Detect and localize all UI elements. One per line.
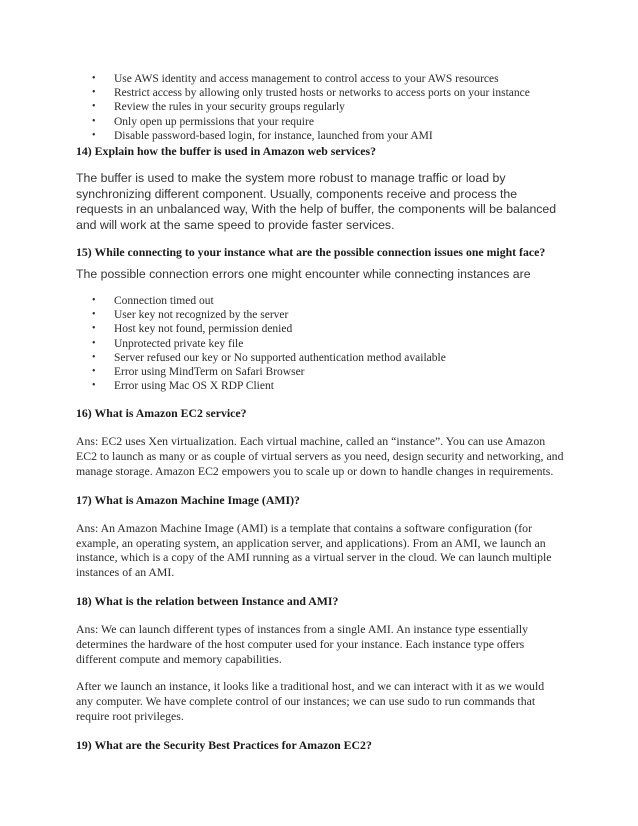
- question-18-heading: 18) What is the relation between Instance and AMI?: [76, 593, 339, 608]
- list-item: • Restrict access by allowing only trusted hosts or networks to access ports on your instance: [76, 86, 564, 100]
- question-15-intro: The possible connection errors one might encounter while connecting instances are: [76, 267, 531, 282]
- question-16-heading: 16) What is Amazon EC2 service?: [76, 406, 247, 421]
- connection-errors-list: [76, 294, 564, 393]
- list-item: • Only open up permissions that your require: [76, 115, 564, 129]
- list-item: • User key not recognized by the server: [76, 308, 564, 322]
- question-14-answer: The buffer is used to make the system more robust to manage traffic or load by synchronizing different component. Usually, components receive and process the requests in an unbalanced way, With the help of buffer, the components will be balanced and will work at the same speed to provide faster services.: [76, 171, 557, 232]
- question-17-heading: 17) What is Amazon Machine Image (AMI)?: [76, 492, 300, 507]
- list-item: • Use AWS identity and access management to control access to your AWS resources: [76, 72, 564, 86]
- question-18-answer-2: After we launch an instance, it looks like a traditional host, and we can interact with it as we would any computer. We have complete control of our instances; we can use sudo to run commands that require root privileges.: [76, 679, 545, 723]
- question-15-heading: 15) While connecting to your instance what are the possible connection issues one might face?: [76, 245, 546, 260]
- list-item: • Server refused our key or No supported authentication method available: [76, 351, 564, 365]
- question-18-answer-1: Ans: We can launch different types of instances from a single AMI. An instance type essentially determines the hardware of the host computer used for your instance. Each instance type offers different compute and memory capabilities.: [76, 621, 529, 666]
- list-item: • Error using Mac OS X RDP Client: [76, 379, 564, 393]
- document-page: [76, 72, 564, 753]
- list-item: • Review the rules in your security groups regularly: [76, 100, 564, 114]
- question-17-answer: Ans: An Amazon Machine Image (AMI) is a template that contains a software configuration (for example, an operating system, an application server, and applications). From an AMI, we launch an instance, which is a copy of the AMI running as a virtual server in the cloud. We can launch multiple instances of an AMI.: [76, 520, 552, 580]
- security-practices-list: [76, 72, 564, 143]
- list-item: • Disable password-based login, for instance, launched from your AMI: [76, 129, 564, 143]
- question-14-heading: 14) Explain how the buffer is used in Amazon web services?: [76, 144, 376, 159]
- question-19-heading: 19) What are the Security Best Practices for Amazon EC2?: [76, 737, 372, 752]
- question-16-answer: Ans: EC2 uses Xen virtualization. Each virtual machine, called an “instance”. You can use Amazon EC2 to launch as many or as couple of virtual servers as you need, design security and networking, and manage storage. Amazon EC2 empowers you to scale up or down to handle changes in requirements.: [76, 434, 564, 478]
- list-item: • Host key not found, permission denied: [76, 322, 564, 336]
- list-item: • Connection timed out: [76, 294, 564, 308]
- list-item: • Unprotected private key file: [76, 337, 564, 351]
- list-item: • Error using MindTerm on Safari Browser: [76, 365, 564, 379]
